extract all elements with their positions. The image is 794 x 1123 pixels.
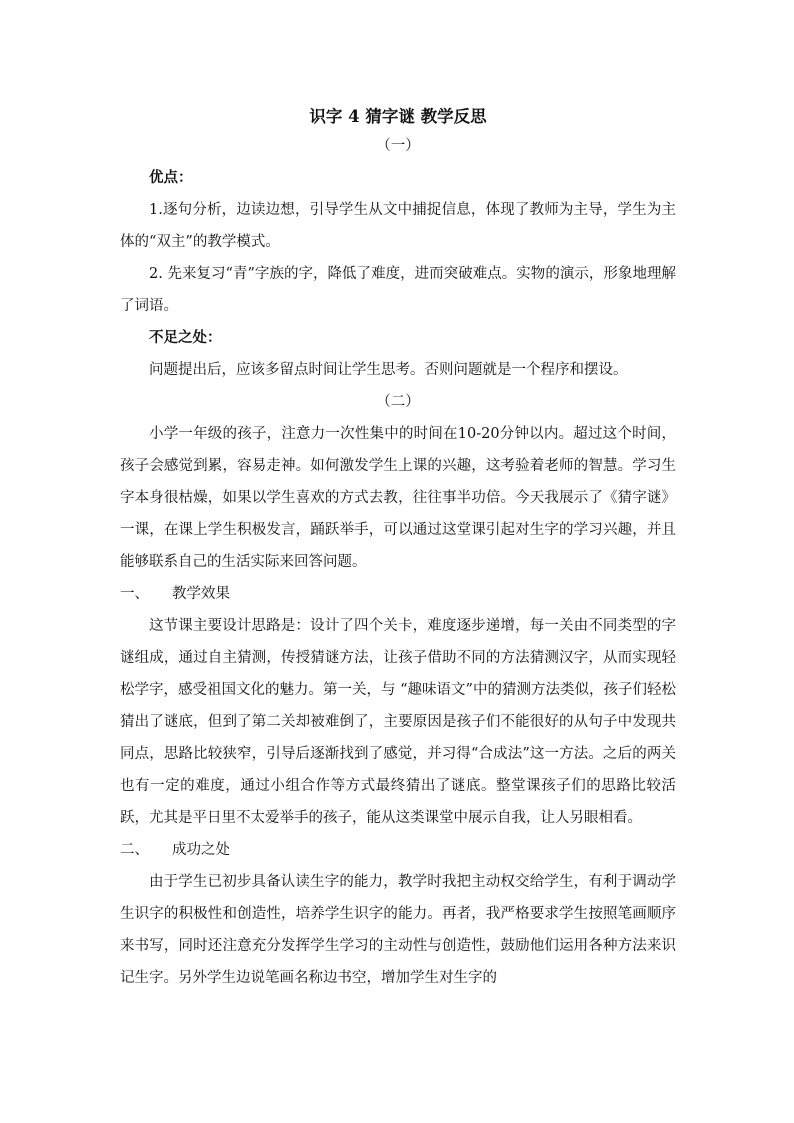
strength-paragraph-2: 2. 先来复习“青”字族的字，降低了难度，进而突破难点。实物的演示，形象地理解了词语。 xyxy=(120,266,676,314)
part-one-marker: （一） xyxy=(376,138,420,154)
section-heading-teaching-effect xyxy=(120,578,676,610)
intro-paragraph: 小学一年级的孩子，注意力一次性集中的时间在10-20分钟以内。超过这个时间，孩子会感觉到累，容易走神。如何激发学生上课的兴趣，这考验着老师的智慧。学习生字本身很枯燥，如果以学生喜欢的方式去教，往往事半功倍。今天我展示了《猜字谜》一课，在课上学生积极发言，踊跃举手，可以通过这堂课引起对生字的学习兴趣，并且能够联系自己的生活实际来回答问题。 xyxy=(120,426,676,570)
strengths-heading: 优点： xyxy=(149,169,193,186)
teaching-effect-paragraph: 这节课主要设计思路是：设计了四个关卡，难度逐步递增，每一关由不同类型的字谜组成，通过自主猜测，传授猜谜方法，让孩子借助不同的方法猜测汉字，从而实现轻松学字，感受祖国文化的魅力。第一关，与 “趣味语文”中的猜测方法类似，孩子们轻松猜出了谜底，但到了第二关却被难倒了，主要原因是孩子们不能很好的从句子中发现共同点，思路比较狭窄，引导后逐渐找到了感觉，并习得“合成法”这一方法。之后的两关也有一定的难度，通过小组合作等方式最终猜出了谜底。整堂课孩子们的思路比较活跃，尤其是平日里不太爱举手的孩子，能从这类课堂中展示自我，让人另眼相看。 xyxy=(120,618,676,826)
weakness-paragraph: 问题提出后，应该多留点时间让学生思考。否则问题就是一个程序和摆设。 xyxy=(149,362,628,378)
section-heading-success xyxy=(120,834,676,866)
section-title: 成功之处 xyxy=(172,842,230,858)
success-paragraph: 由于学生已初步具备认读生字的能力，教学时我把主动权交给学生，有利于调动学生识字的积极性和创造性，培养学生识字的能力。再者，我严格要求学生按照笔画顺序来书写，同时还注意充分发挥学生学习的主动性与创造性，鼓励他们运用各种方法来识记生字。另外学生边说笔画名称边书空，增加学生对生字的 xyxy=(120,874,676,986)
document-body xyxy=(120,104,676,994)
part-two-marker: （二） xyxy=(376,394,420,410)
strength-paragraph-1: 1.逐句分析，边读边想，引导学生从文中捕捉信息，体现了教师为主导，学生为主体的“双主”的教学模式。 xyxy=(120,202,676,250)
section-title: 教学效果 xyxy=(172,586,230,602)
document-title: 识字 4 猜字谜 教学反思 xyxy=(309,107,487,126)
section-number: 二、 xyxy=(120,842,149,858)
weakness-heading: 不足之处： xyxy=(149,329,222,346)
section-number: 一、 xyxy=(120,586,149,602)
